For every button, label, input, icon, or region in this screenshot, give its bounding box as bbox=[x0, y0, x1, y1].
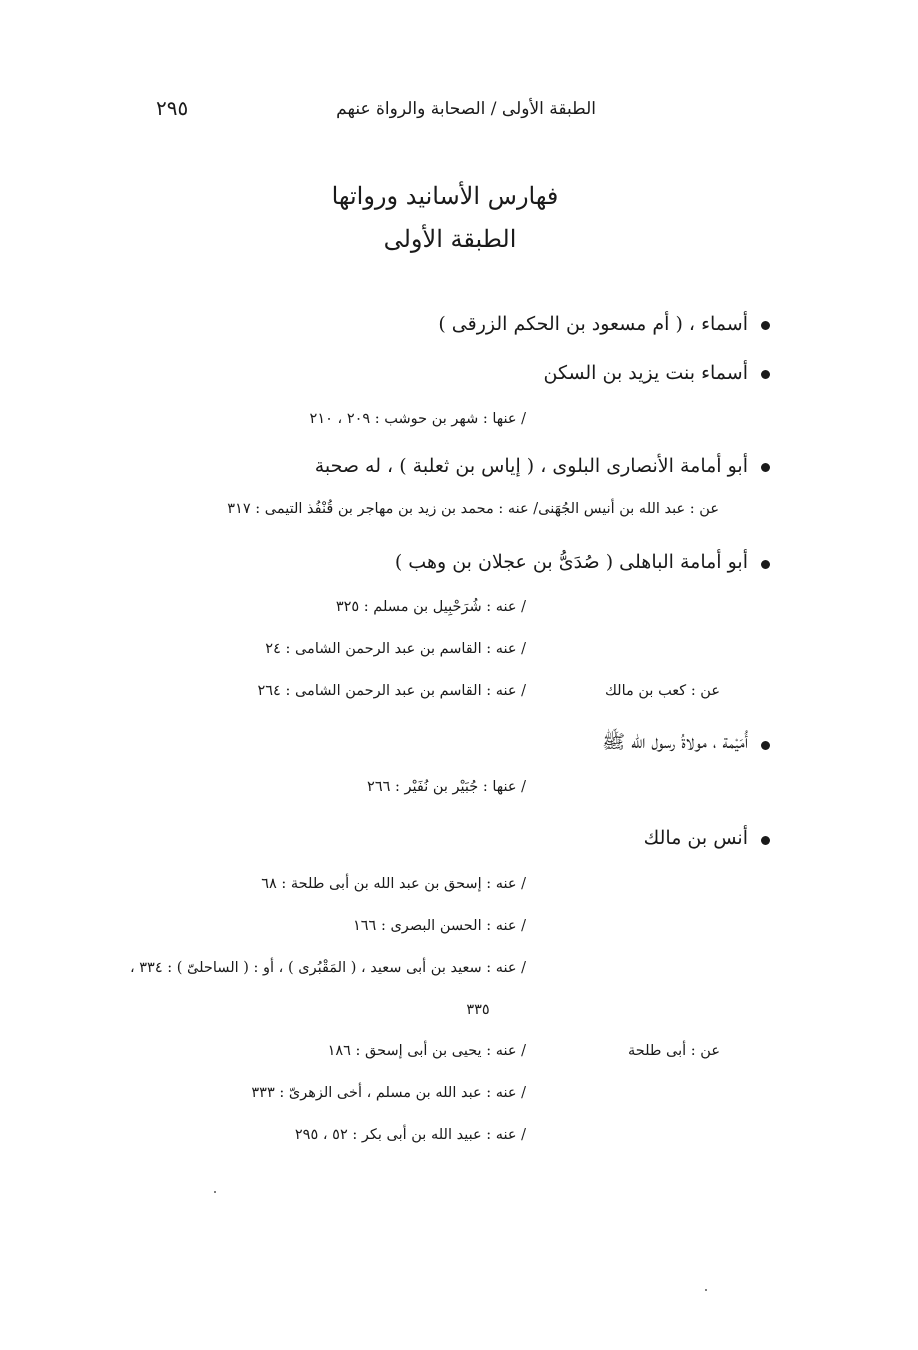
bullet bbox=[761, 370, 770, 379]
narrator-line: / عنه : إسحق بن عبد الله بن أبى طلحة : ٦٨ bbox=[261, 876, 526, 892]
entry-name: أبو أمامة الأنصارى البلوى ، ( إياس بن ثعلبة ) ، له صحبة bbox=[314, 455, 748, 477]
from-label: عن : كعب بن مالك bbox=[604, 683, 720, 699]
narrator-line: / عنه : القاسم بن عبد الرحمن الشامى : ٢٤ bbox=[265, 641, 526, 657]
entry-name: أنس بن مالك bbox=[643, 827, 748, 849]
narrator-line: / عنه : عبيد الله بن أبى بكر : ٥٢ ، ٢٩٥ bbox=[294, 1127, 526, 1143]
narrator-line: / عنها : شهر بن حوشب : ٢٠٩ ، ٢١٠ bbox=[309, 411, 526, 427]
narrator-line: عن : عبد الله بن أنيس الجُهَنى/ عنه : محمد بن زيد بن مهاجر بن قُنْفُذ التيمى : ٣١٧ bbox=[227, 501, 719, 517]
bullet bbox=[761, 741, 770, 750]
scan-speck bbox=[214, 1191, 216, 1193]
entry-name: أسماء ، ( أم مسعود بن الحكم الزرقى ) bbox=[438, 313, 748, 335]
entry-name: أبو أمامة الباهلى ( صُدَىُّ بن عجلان بن وهب ) bbox=[394, 551, 748, 573]
main-title: فهارس الأسانيد ورواتها bbox=[331, 182, 559, 210]
section-title: الطبقة الأولى bbox=[383, 225, 517, 253]
bullet bbox=[761, 463, 770, 472]
page-number: ٢٩٥ bbox=[156, 96, 189, 120]
bullet bbox=[761, 321, 770, 330]
bullet bbox=[761, 836, 770, 845]
bullet bbox=[761, 560, 770, 569]
narrator-line: / عنه : الحسن البصرى : ١٦٦ bbox=[352, 918, 526, 934]
narrator-line: / عنه : يحيى بن أبى إسحق : ١٨٦ bbox=[327, 1043, 526, 1059]
narrator-line: / عنه : عبد الله بن مسلم ، أخى الزهرىّ : ٣٣٣ bbox=[251, 1085, 526, 1101]
entry-name: أسماء بنت يزيد بن السكن bbox=[543, 362, 748, 384]
narrator-line: / عنها : جُبَيْر بن نُفَيْر : ٢٦٦ bbox=[367, 779, 526, 795]
scan-speck bbox=[705, 1289, 707, 1291]
entry-name: أُمَيْمة ، مولاةُ رسول الله ﷺ bbox=[602, 731, 748, 753]
from-label: عن : أبى طلحة bbox=[627, 1043, 720, 1059]
narrator-line: / عنه : شُرَحْبِيل بن مسلم : ٣٢٥ bbox=[335, 599, 526, 615]
narrator-line-continued: ٣٣٥ bbox=[466, 1002, 490, 1018]
narrator-line: / عنه : سعيد بن أبى سعيد ، ( المَقْبُرى ) ، أو : ( الساحلىّ ) : ٣٣٤ ، bbox=[129, 960, 526, 976]
running-title: الطبقة الأولى / الصحابة والرواة عنهم bbox=[336, 99, 596, 119]
narrator-line: / عنه : القاسم بن عبد الرحمن الشامى : ٢٦٤ bbox=[257, 683, 526, 699]
